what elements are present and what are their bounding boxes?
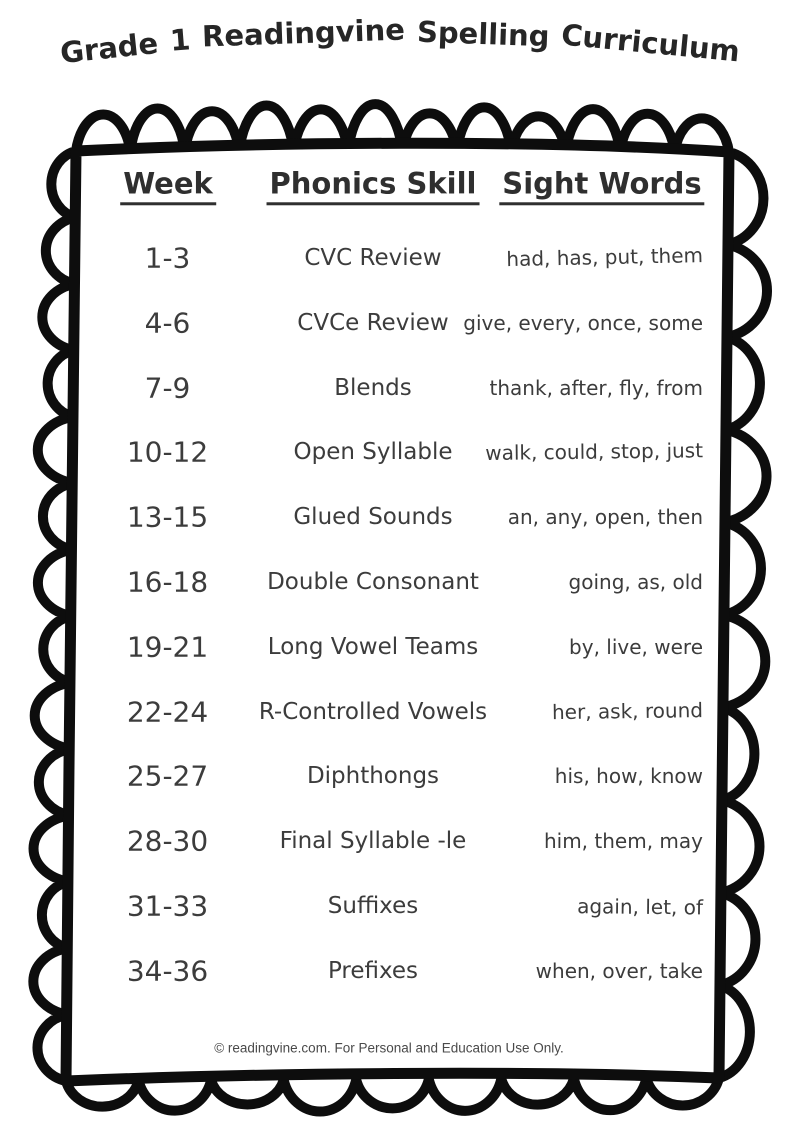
skill-cell: Suffixes [327, 893, 419, 919]
week-cell: 4-6 [144, 306, 191, 340]
skill-cell: CVC Review [304, 245, 442, 271]
week-cell: 31-33 [126, 889, 209, 923]
skill-cell: Double Consonant [267, 569, 479, 595]
week-cell: 28-30 [126, 824, 209, 858]
sight-words-cell: give, every, once, some [463, 310, 703, 335]
week-cell: 34-36 [126, 954, 209, 988]
title-word: Spelling [416, 14, 550, 54]
skill-cell: Long Vowel Teams [267, 633, 479, 660]
footer-note: © readingvine.com. For Personal and Education Use Only. [214, 1040, 564, 1056]
week-cell: 25-27 [126, 759, 209, 793]
week-cell: 13-15 [126, 500, 209, 534]
skill-cell: Open Syllable [293, 439, 453, 466]
sight-words-cell: thank, after, fly, from [489, 375, 703, 400]
skill-cell: Blends [334, 374, 412, 401]
sight-words-cell: had, has, put, them [506, 243, 704, 272]
table-header-sight-words: Sight Words [499, 168, 704, 205]
sight-words-cell: by, live, were [569, 634, 703, 659]
sight-words-cell: walk, could, stop, just [485, 438, 704, 466]
sight-words-cell: her, ask, round [551, 697, 704, 724]
table-header-week: Week [120, 168, 216, 205]
week-cell: 7-9 [144, 371, 191, 405]
week-cell: 16-18 [126, 565, 209, 599]
sight-words-cell: again, let, of [577, 894, 704, 920]
title-word: Grade [58, 25, 160, 71]
title-word: 1 [168, 22, 192, 58]
skill-cell: CVCe Review [297, 309, 449, 336]
skill-cell: Diphthongs [306, 763, 440, 790]
sight-words-cell: his, how, know [554, 764, 703, 789]
week-cell: 19-21 [126, 630, 209, 664]
skill-cell: Prefixes [327, 957, 419, 984]
sight-words-cell: him, them, may [543, 829, 703, 854]
sight-words-cell: an, any, open, then [507, 505, 703, 530]
skill-cell: R-Controlled Vowels [258, 698, 488, 725]
week-cell: 10-12 [126, 435, 209, 469]
page-title [0, 12, 800, 71]
skill-cell: Final Syllable -le [279, 828, 467, 855]
skill-cell: Glued Sounds [293, 504, 453, 531]
week-cell: 1-3 [144, 241, 191, 275]
title-word: Curriculum [560, 17, 742, 69]
title-word: Readingvine [201, 12, 406, 54]
table-header-phonics-skill: Phonics Skill [267, 168, 480, 205]
sight-words-cell: when, over, take [535, 958, 703, 983]
sight-words-cell: going, as, old [568, 570, 703, 594]
week-cell: 22-24 [126, 695, 209, 729]
